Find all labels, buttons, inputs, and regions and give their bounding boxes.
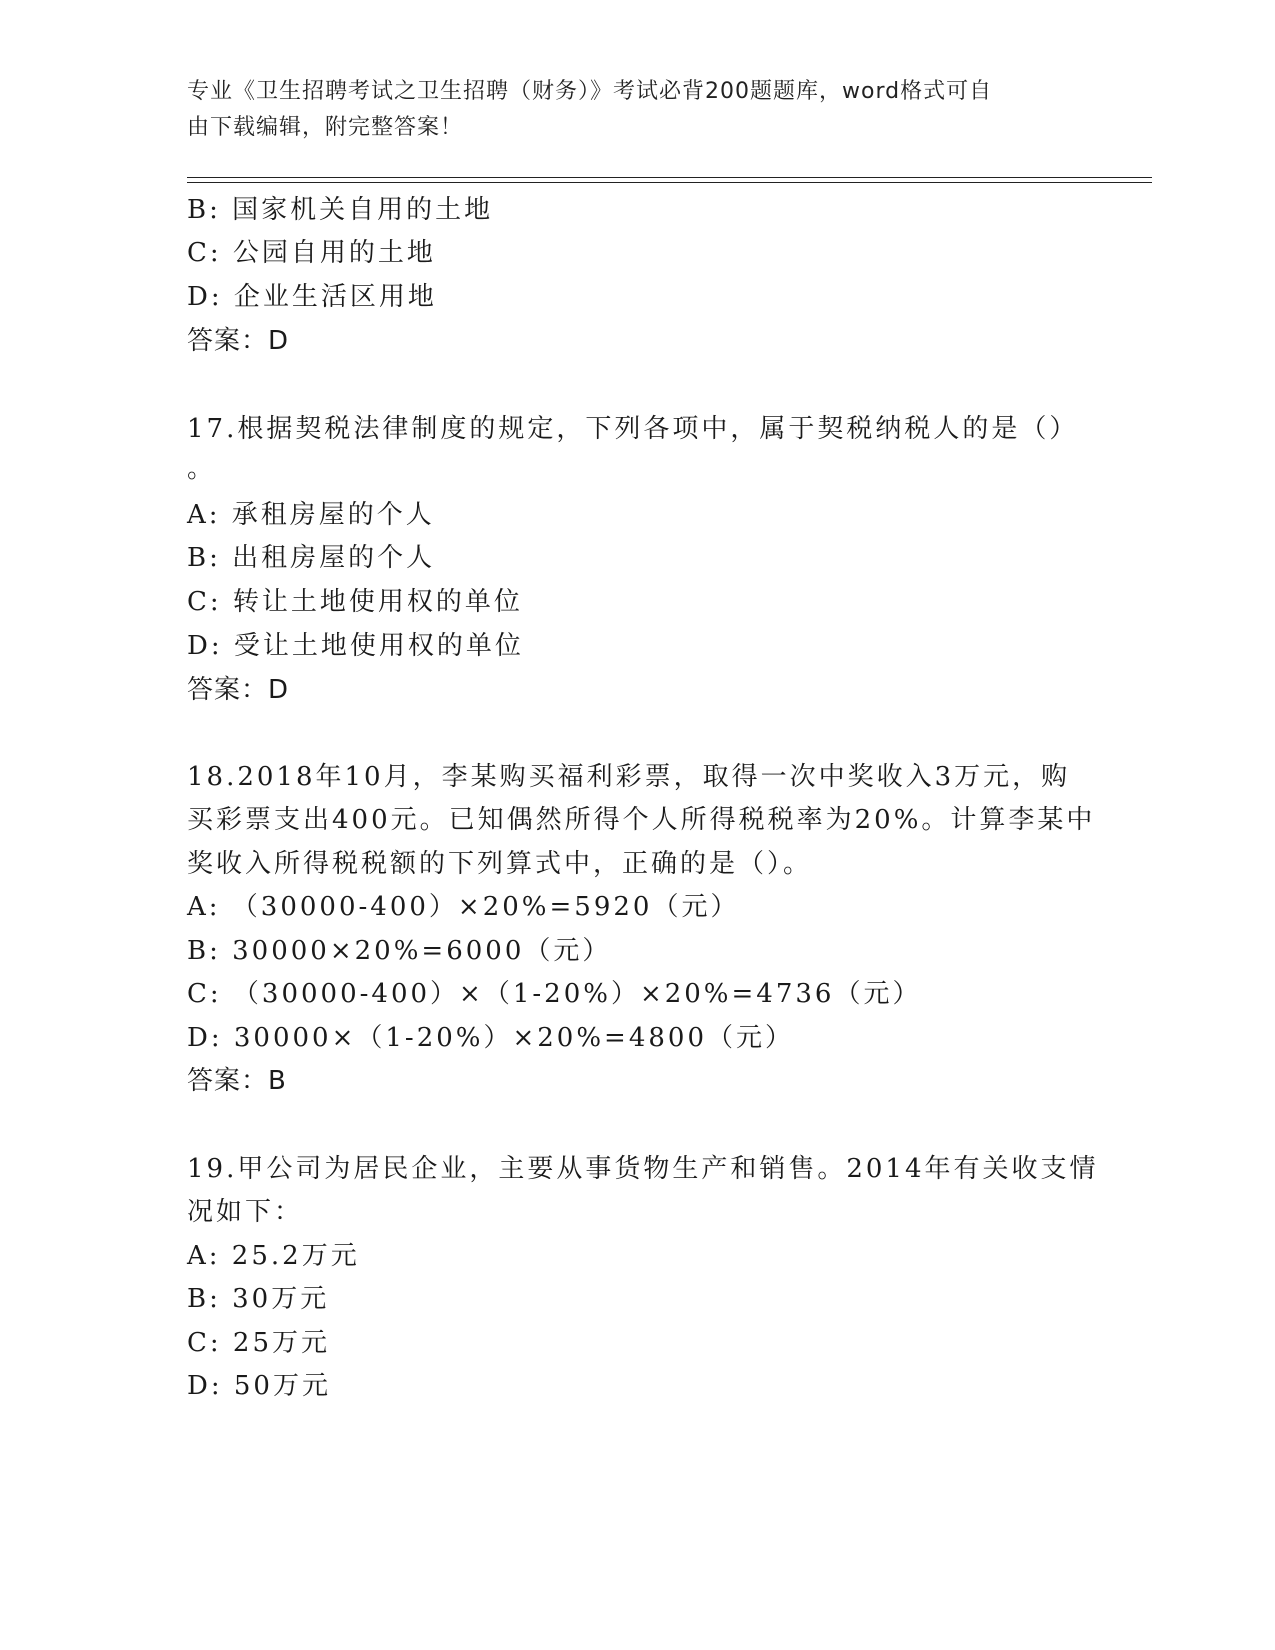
q16-option-b: B: 国家机关自用的土地 xyxy=(187,195,494,225)
q17-option-a: A: 承租房屋的个人 xyxy=(187,500,435,530)
q18-option-c: C: （30000-400）×（1-20%）×20%=4736（元） xyxy=(187,979,922,1009)
q17-answer: 答案：D xyxy=(187,675,290,705)
q19-option-b: B: 30万元 xyxy=(187,1284,330,1314)
q18-stem-line-1: 18.2018年10月，李某购买福利彩票，取得一次中奖收入3万元，购 xyxy=(187,762,1071,792)
q19-option-c: C: 25万元 xyxy=(187,1328,331,1358)
q17-stem-line-2: 。 xyxy=(187,454,217,484)
q16-option-d: D: 企业生活区用地 xyxy=(187,282,437,312)
q19-stem-line-2: 况如下： xyxy=(187,1197,304,1227)
q19-option-a: A: 25.2万元 xyxy=(187,1241,360,1271)
document-header xyxy=(187,74,1067,146)
q18-option-a: A: （30000-400）×20%=5920（元） xyxy=(187,892,740,922)
q19-stem-line-1: 19.甲公司为居民企业，主要从事货物生产和销售。2014年有关收支情 xyxy=(187,1154,1099,1184)
q17-option-c: C: 转让土地使用权的单位 xyxy=(187,587,523,617)
q18-answer: 答案：B xyxy=(187,1066,287,1096)
q16-answer: 答案：D xyxy=(187,326,290,356)
header-line-1: 专业《卫生招聘考试之卫生招聘（财务）》考试必背200题题库，word格式可自 xyxy=(187,79,993,104)
q17-stem-line-1: 17.根据契税法律制度的规定，下列各项中，属于契税纳税人的是（） xyxy=(187,414,1079,444)
header-divider-bottom xyxy=(187,182,1152,183)
q18-stem-line-3: 奖收入所得税税额的下列算式中，正确的是（）。 xyxy=(187,849,813,879)
q18-stem-line-2: 买彩票支出400元。已知偶然所得个人所得税税率为20%。计算李某中 xyxy=(187,805,1096,835)
q17-option-b: B: 出租房屋的个人 xyxy=(187,543,436,573)
header-line-2: 由下载编辑，附完整答案！ xyxy=(187,115,464,140)
q18-option-d: D: 30000×（1-20%）×20%=4800（元） xyxy=(187,1023,795,1053)
q19-option-d: D: 50万元 xyxy=(187,1371,331,1401)
q18-option-b: B: 30000×20%=6000（元） xyxy=(187,936,612,966)
header-divider-top xyxy=(187,177,1152,178)
q16-option-c: C: 公园自用的土地 xyxy=(187,238,436,268)
q17-option-d: D: 受让土地使用权的单位 xyxy=(187,631,524,661)
